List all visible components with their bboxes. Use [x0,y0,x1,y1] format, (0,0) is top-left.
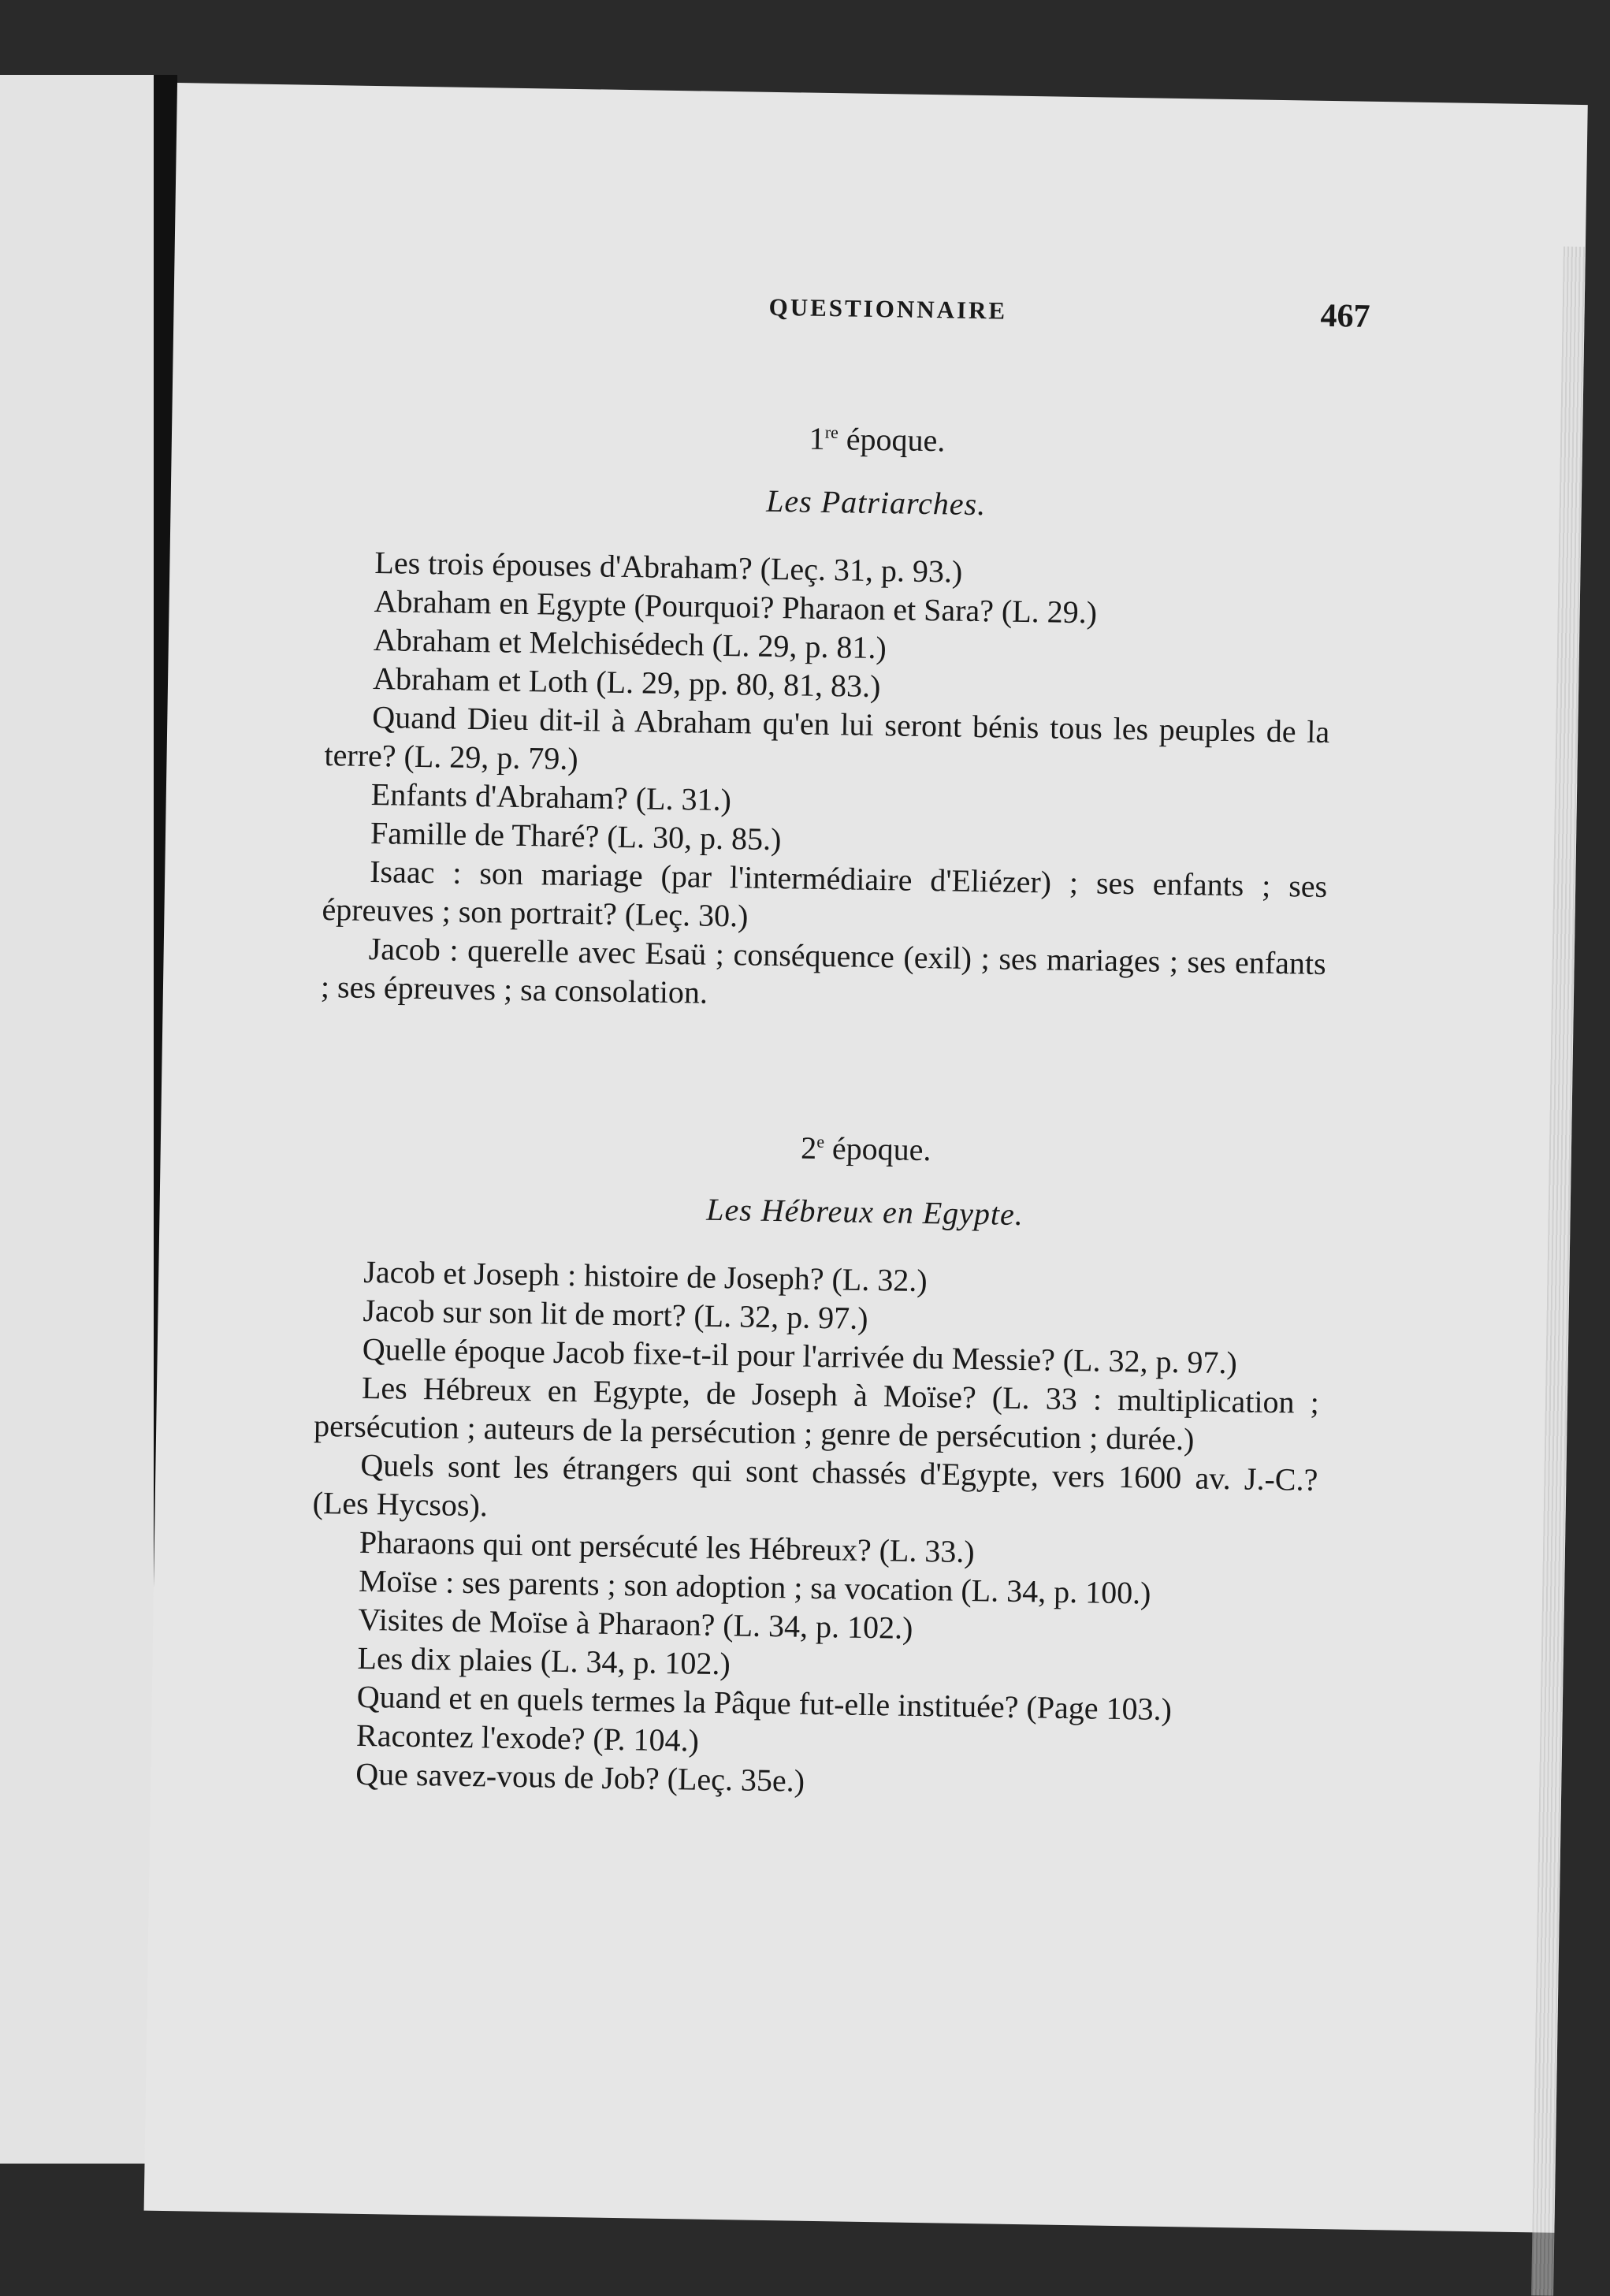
page-number: 467 [1320,297,1370,335]
entry: Abraham et Melchisédech (L. 29, p. 81.) [373,622,887,666]
entry: Abraham en Egypte (Pourquoi? Pharaon et Sara? (L. 29.) [374,583,1098,631]
entry: Jacob : querelle avec Esaü ; conséquence (exil) ; ses mariages ; ses enfants ; ses épreuves ; sa consolation. [320,930,1326,1010]
page-header [173,284,1585,353]
section-title-1: 1re époque. [809,420,946,459]
entry: Visites de Moïse à Pharaon? (L. 34, p. 102.) [358,1601,913,1646]
entry: Enfants d'Abraham? (L. 31.) [370,776,732,818]
entry: Jacob et Joseph : histoire de Joseph? (L. 32.) [363,1253,928,1299]
entry: Quand et en quels termes la Pâque fut-elle instituée? (Page 103.) [356,1678,1173,1728]
section-subtitle-1: Les Patriarches. [765,482,987,523]
section-2-entries [308,1252,1322,1808]
entry: Quand Dieu dit-il à Abraham qu'en lui seront bénis tous les peuples de la terre? (L. 29, p. 79.) [324,698,1330,777]
entry: Les trois épouses d'Abraham? (Leç. 31, p. 93.) [374,545,963,590]
section-1-entries [321,542,1333,1021]
entry: Jacob sur son lit de mort? (L. 32, p. 97.) [363,1292,868,1336]
entry: Racontez l'exode? (P. 104.) [355,1717,700,1758]
section-subtitle-2: Les Hébreux en Egypte. [705,1191,1024,1233]
entry: Quelle époque Jacob fixe-t-il pour l'arrivée du Messie? (L. 32, p. 97.) [362,1330,1238,1381]
book-page [144,83,1588,2233]
running-head: QUESTIONNAIRE [768,292,1008,325]
page-fore-edge [1531,247,1586,2296]
section-title-2: 2e époque. [800,1129,931,1168]
entry: Quels sont les étrangers qui sont chassés d'Egypte, vers 1600 av. J.-C.? (Les Hycsos). [312,1446,1318,1524]
entry: Que savez-vous de Job? (Leç. 35e.) [355,1755,805,1799]
entry: Famille de Tharé? (L. 30, p. 85.) [370,814,782,858]
entry: Moïse : ses parents ; son adoption ; sa vocation (L. 34, p. 100.) [358,1562,1151,1611]
entry: Isaac : son mariage (par l'intermédiaire d'Eliézer) ; ses enfants ; ses épreuves ; son portrait? (Leç. 30.) [322,853,1328,934]
entry: Les dix plaies (L. 34, p. 102.) [357,1639,731,1682]
entry: Les Hébreux en Egypte, de Joseph à Moïse? (L. 33 : multiplication ; persécution ; auteurs de la persécution ; genre de persécution ; durée.) [313,1369,1320,1457]
facing-page-edge [0,75,154,2164]
entry: Abraham et Loth (L. 29, pp. 80, 81, 83.) [372,660,881,705]
entry: Pharaons qui ont persécuté les Hébreux? (L. 33.) [359,1524,976,1570]
